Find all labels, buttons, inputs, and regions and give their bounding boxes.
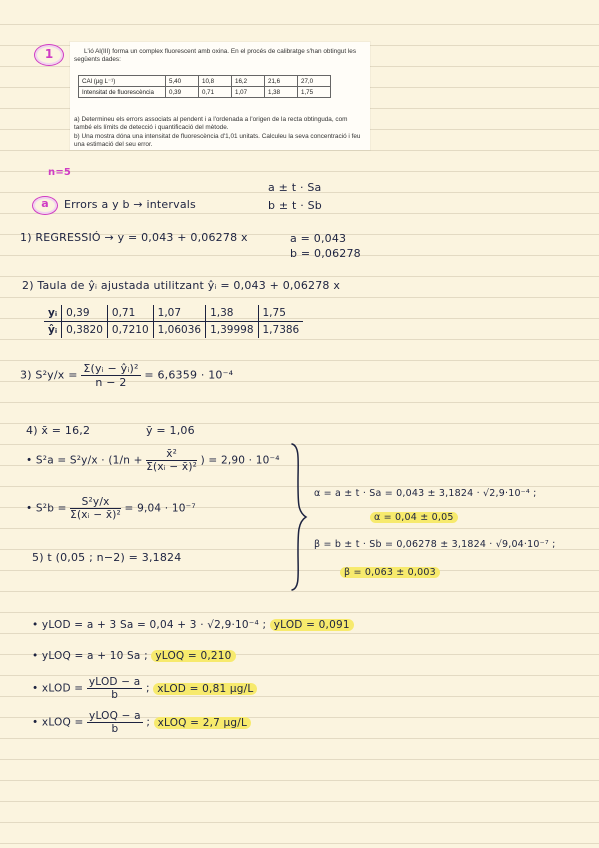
step-fitted-table: 2) Taula de ŷᵢ ajustada utilitzant ŷᵢ = 0,043 + 0,06278 x (22, 279, 341, 292)
interval-a: a ± t · Sa (268, 181, 322, 194)
table-cell: 27,0 (298, 76, 331, 87)
table-cell: CAl (µg L⁻¹) (79, 76, 166, 87)
problem-part-a: a) Determineu els errors associats al pendent i a l'ordenada a l'origen de la recta obtinguda, com també els límits de detecció i quantificació del mètode. (74, 116, 348, 131)
table-cell: 1,75 (258, 305, 303, 322)
table-cell: 1,07 (232, 87, 265, 98)
table-cell: yᵢ (44, 305, 62, 322)
slope-value: b = 0,06278 (290, 247, 361, 260)
sa-denominator: Σ(xᵢ − x̄)² (146, 461, 198, 473)
sample-count: n=5 (48, 167, 72, 178)
xlod-denominator: b (111, 689, 119, 701)
sb-denominator: Σ(xᵢ − x̄)² (70, 509, 121, 521)
table-cell: 10,8 (199, 76, 232, 87)
table-cell: 0,39 (62, 305, 108, 322)
xlod-numerator: yLOD − a (88, 676, 141, 688)
ylod-result: yLOD = 0,091 (270, 619, 354, 631)
calibration-table (78, 75, 331, 98)
xloq-numerator: yLOQ − a (89, 710, 141, 722)
table-cell: ŷᵢ (44, 322, 62, 339)
yloq-equation (32, 650, 236, 662)
brace-symbol (286, 442, 308, 592)
sb-lhs: • S²b = (26, 502, 67, 515)
table-row (44, 322, 303, 339)
beta-equation: β = b ± t · Sb = 0,06278 ± 3,1824 · √9,04·10⁻⁷ ; (314, 539, 556, 550)
yloq-formula: • yLOQ = a + 10 Sa ; (32, 650, 148, 662)
table-cell: 1,38 (206, 305, 258, 322)
part-a-title: Errors a y b → intervals (64, 198, 196, 211)
xloq-fraction (87, 710, 143, 735)
table-cell: 0,71 (199, 87, 232, 98)
table-row (44, 305, 303, 322)
interval-b: b ± t · Sb (268, 199, 322, 212)
table-cell: 1,75 (298, 87, 331, 98)
table-cell: 5,40 (166, 76, 199, 87)
step-regression: 1) REGRESSIÓ → y = 0,043 + 0,06278 x (20, 231, 248, 244)
table-cell: 16,2 (232, 76, 265, 87)
mean-y: ȳ = 1,06 (146, 424, 195, 437)
table-cell: 1,39998 (206, 322, 258, 339)
part-a-circle (32, 196, 58, 215)
sb-numerator: S²y/x (70, 496, 121, 509)
sb-fraction (70, 496, 121, 521)
xlod-fraction (87, 676, 143, 701)
ylod-equation (32, 619, 354, 631)
xlod-lhs: • xLOD = (32, 682, 84, 695)
table-row (79, 76, 331, 87)
table-cell: 0,3820 (62, 322, 108, 339)
table-cell: Intensitat de fluorescència (79, 87, 166, 98)
syx-numerator: Σ(yᵢ − ŷᵢ)² (83, 362, 139, 375)
intercept-value: a = 0,043 (290, 232, 347, 245)
syx-denominator: n − 2 (95, 376, 127, 389)
xloq-result: xLOQ = 2,7 µg/L (154, 717, 251, 729)
xlod-result: xLOD = 0,81 µg/L (153, 683, 257, 695)
alpha-result: α = 0,04 ± 0,05 (370, 512, 458, 523)
table-cell: 1,07 (153, 305, 205, 322)
sa-fraction (146, 448, 197, 473)
table-cell: 0,71 (107, 305, 153, 322)
xloq-lhs: • xLOQ = (32, 716, 84, 729)
problem-statement-card (70, 42, 370, 150)
t-value: 5) t (0,05 ; n−2) = 3,1824 (32, 551, 182, 564)
part-a-label: a (41, 197, 49, 210)
step-syx (20, 362, 233, 389)
xloq-equation: • xLOQ = $\frac{\text{yLOQ − a}}{b}$ ; xLOQ = 2,7 µg/L (32, 710, 251, 735)
fitted-values-table (44, 305, 303, 338)
beta-result: β = 0,063 ± 0,003 (340, 567, 440, 578)
problem-number-circle (34, 44, 64, 66)
ylod-formula: • yLOD = a + 3 Sa = 0,04 + 3 · √2,9·10⁻⁴ ; (32, 619, 267, 631)
sb-equation (26, 496, 196, 521)
sa-result: ) = 2,90 · 10⁻⁴ (200, 454, 280, 467)
xlod-equation: • xLOD = $\frac{\text{yLOD − a}}{b}$ ; xLOD = 0,81 µg/L (32, 676, 257, 701)
table-cell: 0,39 (166, 87, 199, 98)
table-cell: 1,38 (265, 87, 298, 98)
xloq-denominator: b (111, 723, 119, 735)
sb-result: = 9,04 · 10⁻⁷ (124, 502, 196, 515)
syx-fraction (81, 362, 140, 389)
syx-result: = 6,6359 · 10⁻⁴ (144, 368, 234, 382)
yloq-result: yLOQ = 0,210 (151, 650, 235, 662)
table-cell: 0,7210 (107, 322, 153, 339)
table-cell: 21,6 (265, 76, 298, 87)
alpha-equation: α = a ± t · Sa = 0,043 ± 3,1824 · √2,9·10⁻⁴ ; (314, 488, 537, 499)
problem-part-b: b) Una mostra dóna una intensitat de fluorescència d'1,01 unitats. Calculeu la seva concentració i feu una estimació del seu error. (74, 133, 361, 148)
table-cell: 1,7386 (262, 324, 300, 336)
table-cell: 1,06036 (153, 322, 205, 339)
sa-numerator: x̄² (146, 448, 197, 461)
problem-intro: L'ió Al(III) forma un complex fluorescent amb oxina. En el procés de calibratge s'han obtingut les següents dades: (74, 48, 357, 63)
sa-lhs: • S²a = S²y/x · (1/n + (26, 454, 143, 467)
sa-equation (26, 448, 280, 473)
syx-lhs: 3) S²y/x = (20, 368, 78, 382)
mean-x: 4) x̄ = 16,2 (26, 424, 91, 437)
table-row (79, 87, 331, 98)
problem-number: 1 (44, 47, 54, 61)
